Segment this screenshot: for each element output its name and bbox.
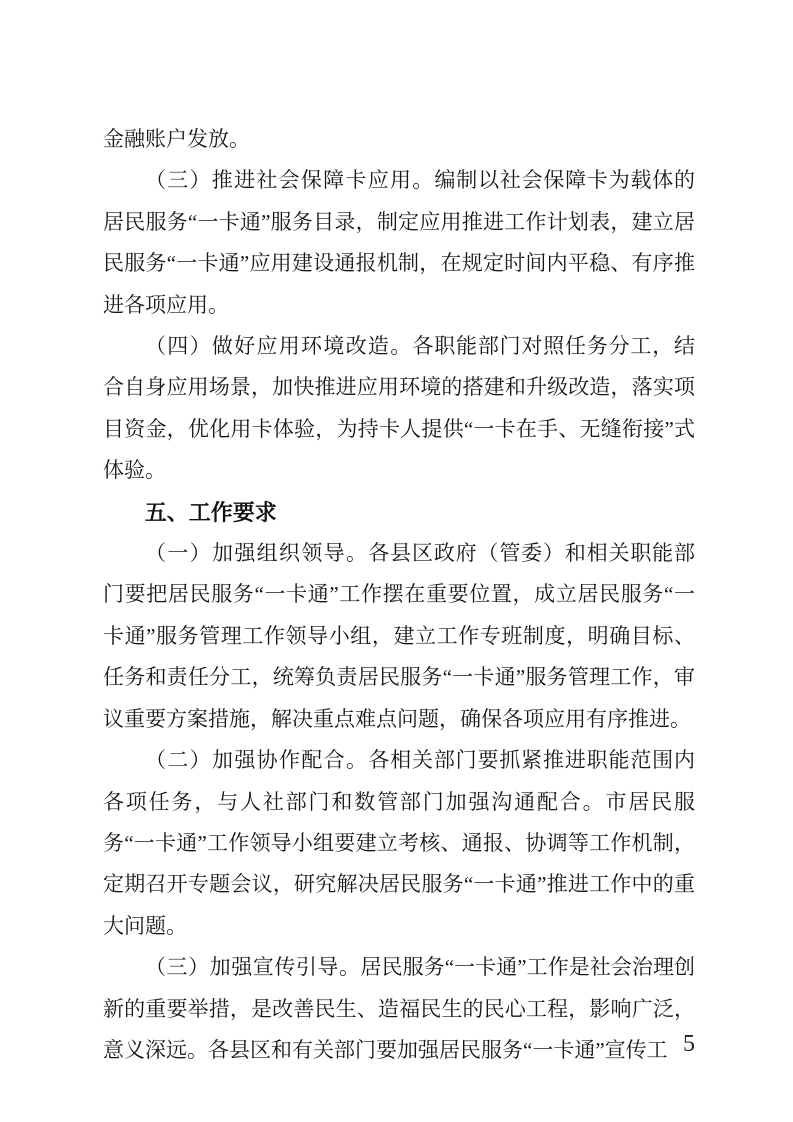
req-1-text: 各县区政府（管委）和相关职能部门要把居民服务“一卡通”工作摆在重要位置，成立居民服务“一卡通”服务管理工作领导小组，建立工作专班制度，明确目标、任务和责任分工，统筹负责居民服务“一卡通”服务管理工作，审议重要方案措施，解决重点难点问题，确保各项应用有序推进。 — [103, 541, 696, 731]
para-item-4-application-environment — [103, 326, 695, 492]
para-req-3-publicity — [103, 947, 695, 1071]
item-3-lead: （三）推进社会保障卡应用。 — [145, 168, 435, 193]
req-1-lead: （一）加强组织领导。 — [145, 541, 369, 566]
item-4-lead: （四）做好应用环境改造。 — [145, 334, 413, 359]
item-4-text: 各职能部门对照任务分工，结合自身应用场景，加快推进应用环境的搭建和升级改造，落实项目资金，优化用卡体验，为持卡人提供“一卡在手、无缝衔接”式体验。 — [103, 334, 695, 483]
para-req-1-organizational-leadership — [103, 533, 695, 740]
page-number: 5 — [683, 1031, 695, 1057]
para-continuation: 金融账户发放。 — [103, 127, 250, 151]
item-3-text: 编制以社会保障卡为载体的居民服务“一卡通”服务目录，制定应用推进工作计划表，建立居民服务“一卡通”应用建设通报机制，在规定时间内平稳、有序推进各项应用。 — [103, 168, 696, 317]
section-heading-work-requirements: 五、工作要求 — [144, 499, 277, 525]
req-3-lead: （三）加强宣传引导。 — [145, 955, 361, 980]
document-content — [103, 119, 695, 1071]
para-item-3-social-security-card — [103, 160, 695, 326]
para-req-2-coordination — [103, 740, 695, 947]
req-2-lead: （二）加强协作配合。 — [145, 748, 369, 773]
req-2-text: 各相关部门要抓紧推进职能范围内各项任务，与人社部门和数管部门加强沟通配合。市居民服务“一卡通”工作领导小组要建立考核、通报、协调等工作机制，定期召开专题会议，研究解决居民服务“一卡通”推进工作中的重大问题。 — [103, 748, 696, 938]
req-3-text: 居民服务“一卡通”工作是社会治理创新的重要举措，是改善民生、造福民生的民心工程，影响广泛，意义深远。各县区和有关部门要加强居民服务“一卡通”宣传工 — [103, 955, 696, 1062]
